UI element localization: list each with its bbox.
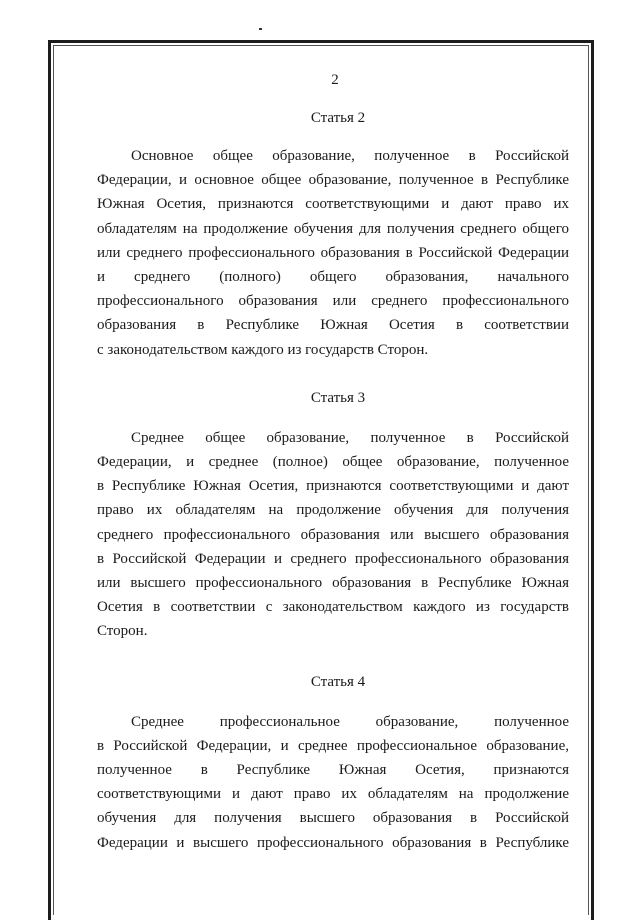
text-line: Федерации, и основное общее образование, полученное в Республике [97,172,569,189]
text-line: Сторон. [97,623,148,640]
text-line: право их обладателям на продолжение обучения для получения [97,502,569,519]
text-line: соответствующими и дают право их обладателям на продолжение [97,786,569,803]
text-line: и среднего (полного) общего образования, начального [97,269,569,286]
text-line: Федерации, и среднее (полное) общее образование, полученное [97,454,569,471]
text-line: Основное общее образование, полученное в Российской [131,148,569,164]
text-line: Среднее профессиональное образование, полученное [131,713,569,730]
text-line: в Республике Южная Осетия, признаются соответствующими и дают [97,478,569,495]
text-line: Южная Осетия, признаются соответствующими и дают право их [97,196,569,213]
article-3-heading: Статья 3 [310,389,366,406]
article-2-paragraph [97,144,569,362]
text-line: Осетия в соответствии с законодательством каждого из государств [97,599,569,616]
text-line: Среднее общее образование, полученное в Российской [131,429,569,446]
text-line: профессионального образования или среднего профессионального [97,293,569,310]
article-4-heading: Статья 4 [310,673,366,690]
text-line: полученное в Республике Южная Осетия, признаются [97,762,569,779]
text-line: образования в Республике Южная Осетия в соответствии [97,317,569,334]
text-line: в Российской Федерации и среднего профессионального образования [97,550,569,567]
text-line: в Российской Федерации, и среднее профессиональное образование, [97,737,569,754]
document-body [97,70,569,855]
text-line: или высшего профессионального образования в Республике Южная [97,575,569,592]
text-line: или среднего профессионального образования в Российской Федерации [97,244,569,261]
article-4-paragraph [97,710,569,855]
text-line: с законодательством каждого из государств Сторон. [97,341,429,358]
scan-speck [259,28,262,30]
text-line: обучения для получения высшего образования в Российской [97,810,569,827]
text-line: обладателям на продолжение обучения для получения среднего общего [97,220,569,237]
article-3-paragraph [97,426,569,644]
page-number: 2 [331,72,339,88]
text-line: среднего профессионального образования или высшего образования [97,526,569,543]
text-line: Федерации и высшего профессионального образования в Республике [97,834,569,851]
article-2-heading: Статья 2 [310,110,366,126]
